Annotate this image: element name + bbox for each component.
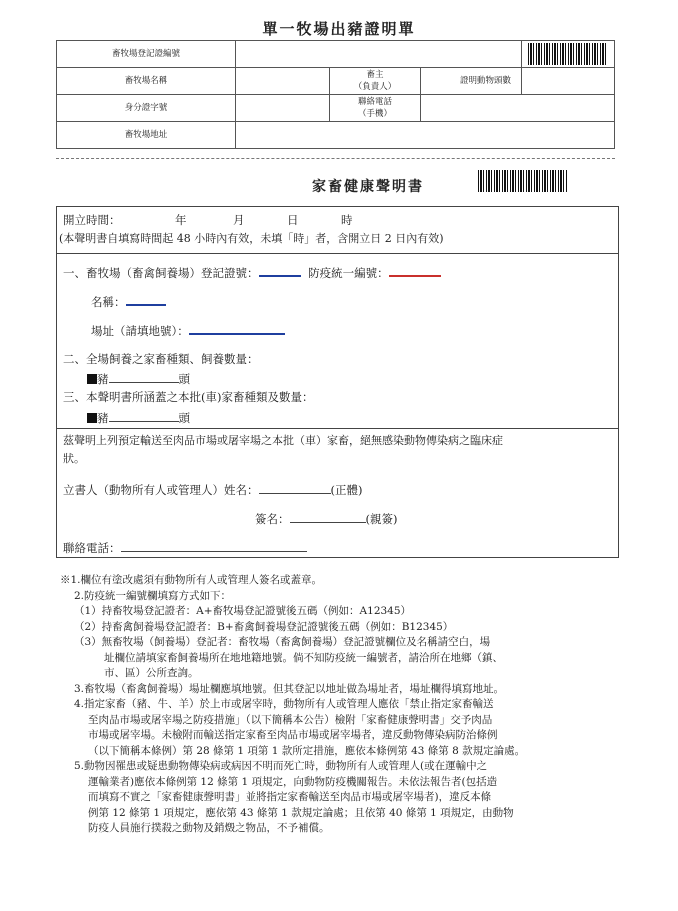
pig-checkbox-total[interactable] [87, 374, 97, 384]
open-time-note: (本聲明書自填寫時間起 48 小時內有效，未填「時」者，含開立日 2 日內有效) [59, 232, 444, 245]
open-time-label: 開立時間： [63, 213, 121, 227]
open-time-day: 日 [287, 213, 299, 227]
cut-line-divider [56, 158, 615, 159]
name-input[interactable] [126, 292, 166, 306]
phone-field[interactable] [421, 95, 615, 122]
open-time-hour: 時 [341, 213, 353, 227]
section2-unit: 頭 [178, 372, 190, 386]
name-label: 名稱： [91, 295, 126, 309]
note-line: （1）持畜牧場登記證者：A+畜牧場登記證號後五碼（例如：A12345） [74, 605, 412, 617]
epidemic-id-label: 防疫統一編號： [308, 266, 389, 280]
reg-number-field[interactable] [236, 41, 522, 68]
contact-phone-label: 聯絡電話： [63, 541, 121, 555]
cert-count-label-text: 證明動物頭數 [459, 76, 511, 86]
notes-section [60, 573, 626, 837]
section2-label: 二、全場飼養之家畜種類、飼養數量： [63, 352, 259, 366]
note-line: ※1.欄位有塗改處須有動物所有人或管理人簽名或蓋章。 [60, 574, 323, 586]
open-time-box [56, 206, 619, 254]
statement-line2: 狀。 [63, 452, 85, 465]
section3-label: 三、本聲明書所涵蓋之本批(車)家畜種類及數量： [63, 390, 314, 404]
signer-name-input[interactable] [259, 481, 331, 494]
section3-row [87, 409, 190, 426]
note-line: （以下簡稱本條例）第 28 條第 1 項第 1 款所定措施，應依本條例第 43 條第 8 款規定論處。 [88, 744, 526, 757]
statement-line1: 茲聲明上列預定輸送至肉品市場或屠宰場之本批（車）家畜，絕無感染動物傳染病之臨床症 [63, 434, 503, 447]
farm-info-box [56, 253, 619, 429]
note-line: 例第 12 條第 1 項規定，應依第 43 條第 1 款規定論處；且依第 40 條第 1 項規定，由動物 [88, 806, 514, 819]
pig-batch-input[interactable] [109, 409, 179, 422]
pig-checkbox-batch[interactable] [87, 413, 97, 423]
sign-row [255, 510, 397, 527]
section2-row [87, 370, 190, 387]
reg-number-label: 畜牧場登記證編號 [57, 41, 236, 68]
farm-name-field[interactable] [236, 68, 330, 95]
sign-suffix: (親簽) [365, 512, 398, 526]
note-line: 而填寫不實之「家畜健康聲明書」並將指定家畜輸送至肉品市場或屠宰場者)，違反本條 [88, 791, 492, 803]
signature-input[interactable] [290, 510, 366, 523]
reg-cert-input[interactable] [259, 263, 301, 277]
contact-phone-input[interactable] [121, 539, 307, 552]
signer-name-suffix: (正體) [330, 483, 363, 497]
form-title: 單一牧場出豬證明單 [262, 20, 416, 38]
registration-table [56, 40, 615, 149]
owner-label-line1: 畜主 [366, 70, 384, 80]
statement-box [56, 428, 619, 558]
farm-name-label: 畜牧場名稱 [57, 68, 236, 95]
cert-count-field[interactable] [522, 68, 615, 95]
owner-label-line2: （負責人） [353, 82, 397, 92]
section3-unit: 頭 [178, 411, 190, 425]
note-line: 至肉品市場或屠宰場之防疫措施」（以下簡稱本公告）檢附「家畜健康聲明書」交予肉品 [88, 713, 493, 726]
phone-label-line2: （手機） [357, 109, 392, 119]
section2-item: 豬 [97, 372, 109, 386]
note-line: 運輸業者)應依本條例第 12 條第 1 項規定，向動物防疫機關報告。未依法報告者(包括造 [88, 775, 498, 788]
declaration-title: 家畜健康聲明書 [312, 179, 424, 195]
barcode-icon [528, 43, 608, 65]
note-line: 防疫人員施行撲殺之動物及銷燬之物品，不予補償。 [88, 822, 330, 834]
note-line: 4.指定家畜（豬、牛、羊）於上市或屠宰時，動物所有人或管理人應依「禁止指定家畜輸送 [74, 698, 494, 710]
phone-label-line1: 聯絡電話 [357, 97, 392, 107]
section3-item: 豬 [97, 411, 109, 425]
note-line: 3.畜牧場（畜禽飼養場）場址欄應填地號。但其登記以地址做為場址者，場址欄得填寫地址。 [74, 682, 505, 695]
note-line: 市場或屠宰場。未檢附而輸送指定家畜至肉品市場或屠宰場者，違反動物傳染病防治條例 [88, 729, 498, 741]
reg-cert-label: 一、畜牧場（畜禽飼養場）登記證號： [63, 266, 259, 280]
id-number-label: 身分證字號 [57, 95, 236, 122]
open-time-year: 年 [175, 213, 187, 227]
farm-address-field[interactable] [236, 122, 615, 149]
note-line: 2.防疫統一編號欄填寫方式如下： [74, 589, 232, 602]
section1-addr-row [91, 321, 285, 339]
section1-line1 [63, 263, 441, 281]
signer-name-label: 立書人（動物所有人或管理人）姓名： [63, 483, 259, 497]
note-line: （3）無畜牧場（飼養場）登記者：畜牧場（畜禽飼養場）登記證號欄位及名稱請空白，場 [74, 636, 491, 648]
open-time-month: 月 [233, 213, 245, 227]
address-label: 場址（請填地號）： [91, 324, 189, 338]
cert-count-label [421, 68, 522, 95]
owner-label [330, 68, 421, 95]
farm-address-label: 畜牧場地址 [57, 122, 236, 149]
phone-label [330, 95, 421, 122]
contact-phone-row [63, 539, 307, 556]
note-line: 市、區）公所查詢。 [104, 667, 199, 679]
note-line: 5.動物因罹患或疑患動物傳染病或病因不明而死亡時，動物所有人或管理人(或在運輸中之 [74, 760, 488, 772]
barcode-cell [522, 41, 615, 68]
note-line: （2）持畜禽飼養場登記證者：B+畜禽飼養場登記證號後五碼（例如：B12345） [74, 620, 454, 633]
epidemic-id-input[interactable] [389, 263, 441, 277]
declaration-barcode-icon [478, 170, 568, 192]
signer-row [63, 481, 362, 498]
sign-label: 簽名： [255, 512, 290, 526]
pig-total-input[interactable] [109, 370, 179, 383]
section1-name-row [91, 292, 166, 310]
note-line: 址欄位請填家畜飼養場所在地地籍地號。倘不知防疫統一編號者，請洽所在地鄉（鎮、 [104, 651, 503, 664]
id-number-field[interactable] [236, 95, 330, 122]
address-input[interactable] [189, 321, 285, 335]
